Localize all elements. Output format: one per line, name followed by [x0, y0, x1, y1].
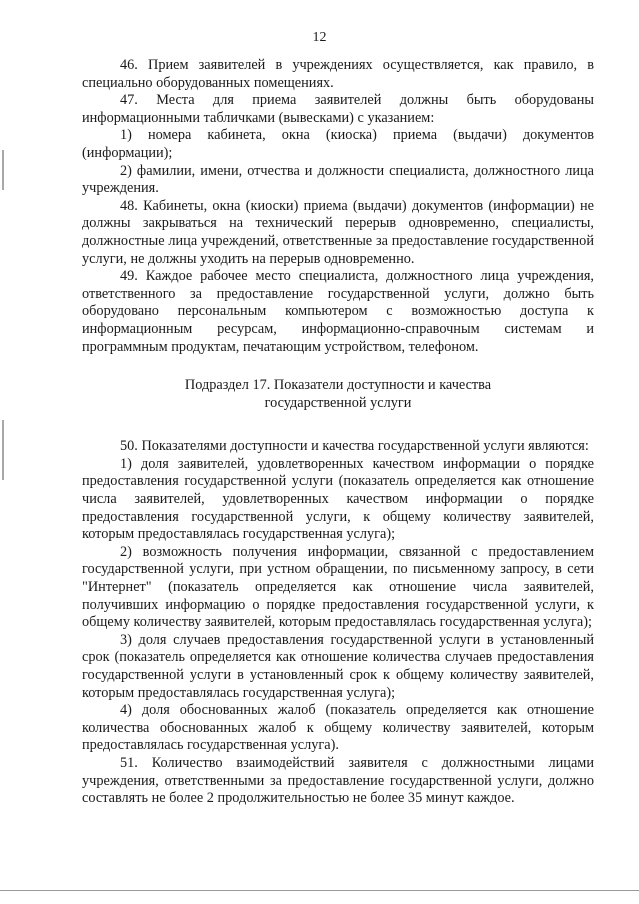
paragraph-51: 51. Количество взаимодействий заявителя с должностными лицами учреждения, ответственными за предоставление государственной услуги, должно составлять не более 2 продолжительностью не более 35 минут каждое.	[82, 754, 594, 807]
page-number: 12	[312, 30, 327, 45]
paragraph-50-item-2: 2) возможность получения информации, связанной с предоставлением государственной услуги, при устном обращении, по письменному запросу, в сети "Интернет" (показатель определяется как отношение числа заявителей, получивших информацию о порядке предоставления государственной услуги, к общему количеству заявителей, которым предоставлялась государственная услуга);	[82, 543, 594, 631]
section-heading-line-1: Подраздел 17. Показатели доступности и качества	[184, 377, 492, 394]
scan-artifact-line	[0, 890, 639, 891]
paragraph-50-item-3: 3) доля случаев предоставления государственной услуги в установленный срок (показатель определяется как отношение количества случаев предоставления государственной услуги в установленный срок к общему количеству заявителей, которым предоставлялась государственная услуга);	[82, 631, 594, 701]
section-heading-line-2: государственной услуги	[264, 394, 412, 411]
scan-artifact-mark	[2, 150, 4, 190]
paragraph-50: 50. Показателями доступности и качества государственной услуги являются:	[120, 438, 589, 455]
paragraph-49: 49. Каждое рабочее место специалиста, должностного лица учреждения, ответственного за предоставление государственной услуги, должно быть оборудовано персональным компьютером с возможностью доступа к информационным ресурсам, информационно-справочным системам и программным продуктам, печатающим устройством, телефоном.	[82, 268, 594, 355]
paragraph-50-item-4: 4) доля обоснованных жалоб (показатель определяется как отношение количества обоснованных жалоб к общему количеству заявителей, которым предоставлялась государственная услуга).	[82, 702, 594, 754]
paragraph-47-item-1: 1) номера кабинета, окна (киоска) приема (выдачи) документов (информации);	[82, 127, 594, 161]
paragraph-46: 46. Прием заявителей в учреждениях осуществляется, как правило, в специально оборудованных помещениях.	[82, 57, 594, 91]
scan-artifact-mark	[2, 420, 4, 480]
paragraph-48: 48. Кабинеты, окна (киоски) приема (выдачи) документов (информации) не должны закрываться на технический перерыв одновременно, специалисты, должностные лица учреждений, ответственные за предоставление государственной услуги, не должны уходить на перерыв одновременно.	[82, 197, 594, 267]
section-heading	[82, 377, 594, 412]
document-body	[82, 57, 594, 808]
paragraph-47-item-2: 2) фамилии, имени, отчества и должности специалиста, должностного лица учреждения.	[82, 162, 594, 197]
paragraph-47: 47. Места для приема заявителей должны быть оборудованы информационными табличками (вывесками) с указанием:	[82, 92, 594, 126]
paragraph-50-item-1: 1) доля заявителей, удовлетворенных качеством информации о порядке предоставления государственной услуги (показатель определяется как отношение числа заявителей, удовлетворенных качеством информации о порядке предоставления государственной услуги, к общему количеству заявителей, которым предоставлялась государственная услуга);	[82, 455, 594, 543]
